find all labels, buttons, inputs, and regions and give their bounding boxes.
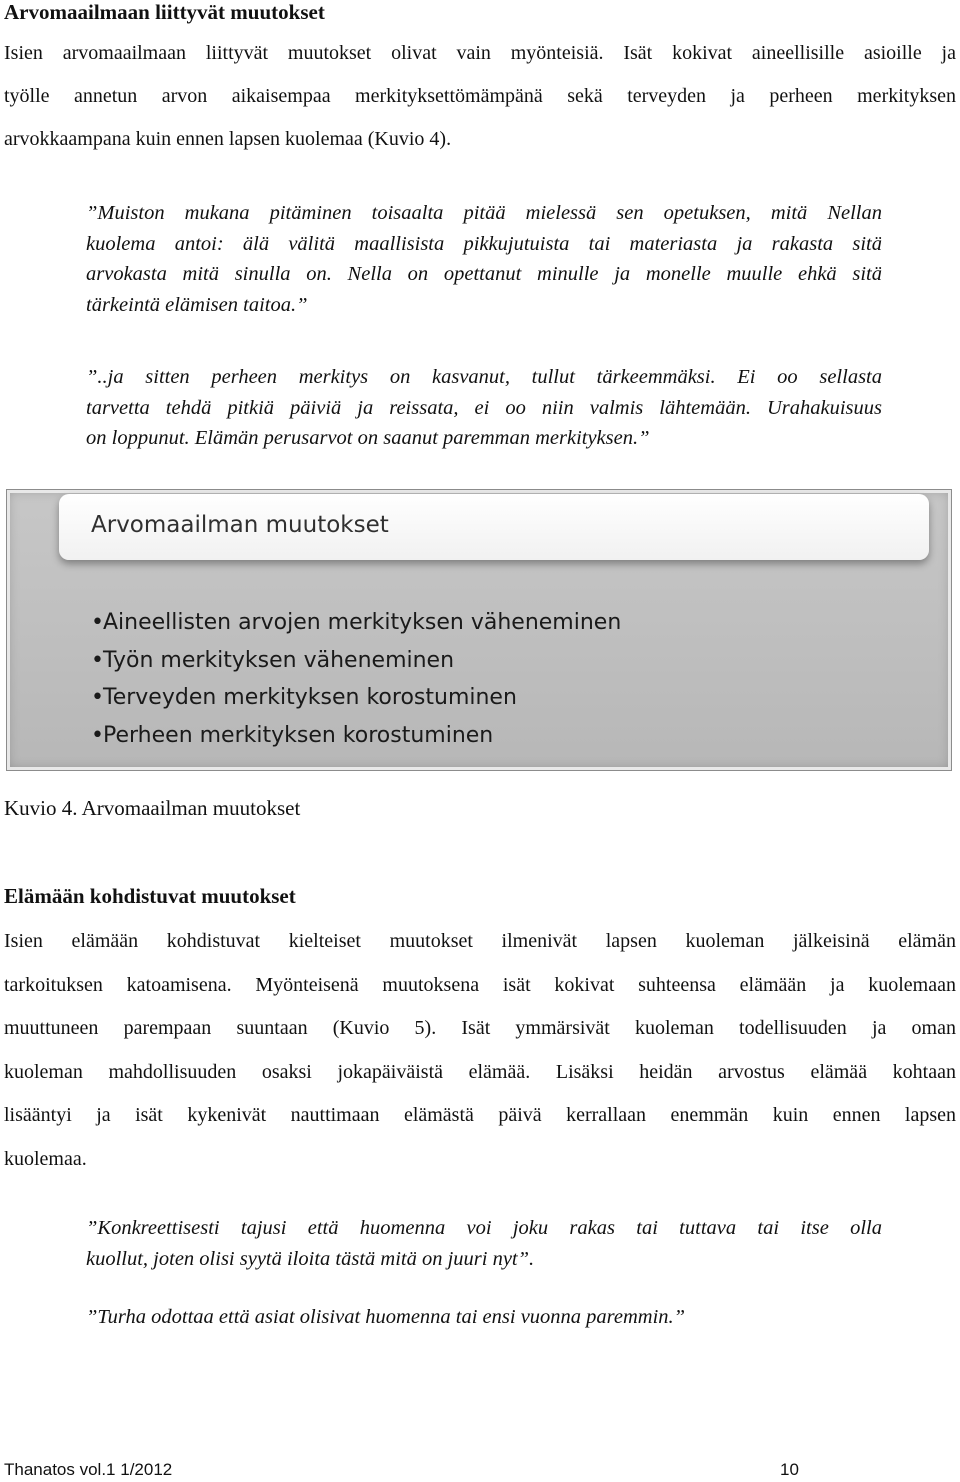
paragraph-line: Isien elämään kohdistuvat kielteiset muutokset ilmenivät lapsen kuoleman jälkeisinä elämän <box>4 930 956 952</box>
quote-line: ”Konkreettisesti tajusi että huomenna voi joku rakas tai tuttava tai itse olla <box>86 1217 882 1239</box>
quote-line: ”..ja sitten perheen merkitys on kasvanut, tullut tärkeemmäksi. Ei oo sellasta <box>86 366 882 388</box>
quote-block-4 <box>86 1302 882 1333</box>
figure-list-item-label: Terveyden merkityksen korostuminen <box>103 685 517 710</box>
quote-line: tärkeintä elämisen taitoa.” <box>86 293 308 316</box>
bullet-icon: • <box>91 722 104 748</box>
figure-header <box>59 494 929 560</box>
paragraph-line: kuolemaa. <box>4 1147 87 1170</box>
paragraph-line: Isien arvomaailmaan liittyvät muutokset olivat vain myönteisiä. Isät kokivat aineellisille asioille ja <box>4 42 956 64</box>
quote-line: on loppunut. Elämän perusarvot on saanut paremman merkityksen.” <box>86 427 650 449</box>
bullet-icon: • <box>91 647 104 673</box>
figure-title: Arvomaailman muutokset <box>91 512 389 538</box>
bullet-icon: • <box>91 610 104 635</box>
section-heading-values: Arvomaailmaan liittyvät muutokset <box>4 0 325 24</box>
figure-list-item <box>91 604 621 642</box>
quote-line: ”Muiston mukana pitäminen toisaalta pitää mielessä sen opetuksen, mitä Nellan <box>86 202 882 224</box>
figure-list-item-label: Työn merkityksen väheneminen <box>103 647 455 673</box>
figure-list-item-label: Aineellisten arvojen merkityksen väheneminen <box>103 610 622 635</box>
quote-block-3 <box>86 1213 882 1274</box>
figure-bullet-list <box>91 604 621 754</box>
quote-line: tarvetta tehdä pitkiä päiviä ja reissata, ei oo niin valmis lähtemään. Urahakuisuus <box>86 396 882 419</box>
figure-list-item <box>91 642 621 680</box>
paragraph-values <box>4 32 956 161</box>
bullet-icon: • <box>91 685 104 710</box>
paragraph-line: kuoleman mahdollisuuden osaksi jokapäiväistä elämää. Lisäksi heidän arvostus elämää kohtaan <box>4 1060 956 1083</box>
quote-line: arvokasta mitä sinulla on. Nella on opettanut minulle ja monelle muulle ehkä sitä <box>86 263 882 285</box>
quote-block-1 <box>86 198 882 320</box>
figure-list-item <box>91 717 621 755</box>
paragraph-line: muuttuneen parempaan suuntaan (Kuvio 5). Isät ymmärsivät kuoleman todellisuuden ja oman <box>4 1017 956 1040</box>
quote-line: ”Turha odottaa että asiat olisivat huomenna tai ensi vuonna paremmin.” <box>86 1306 686 1328</box>
figure-list-item-label: Perheen merkityksen korostuminen <box>103 722 494 748</box>
paragraph-line: arvokkaampana kuin ennen lapsen kuolemaa (Kuvio 4). <box>4 128 452 150</box>
quote-line: kuolema antoi: älä välitä maallisista pikkujutuista tai materiasta ja rakasta sitä <box>86 232 882 255</box>
paragraph-line: työlle annetun arvon aikaisempaa merkityksettömämpänä sekä terveyden ja perheen merkityksen <box>4 85 956 107</box>
footer-page-number: 10 <box>780 1460 799 1479</box>
figure-list-item <box>91 679 621 717</box>
quote-line: kuollut, joten olisi syytä iloita tästä mitä on juuri nyt”. <box>86 1247 535 1270</box>
section-heading-life: Elämään kohdistuvat muutokset <box>4 884 296 908</box>
footer-journal: Thanatos vol.1 1/2012 <box>4 1460 173 1479</box>
paragraph-line: tarkoituksen katoamisena. Myönteisenä muutoksena isät kokivat suhteensa elämään ja kuolemaan <box>4 973 956 996</box>
quote-block-2 <box>86 362 882 454</box>
figure-values-changes <box>6 489 952 771</box>
paragraph-line: lisääntyi ja isät kykenivät nauttimaan elämästä päivä kerrallaan enemmän kuin ennen lapsen <box>4 1104 956 1127</box>
figure-caption: Kuvio 4. Arvomaailman muutokset <box>4 796 301 820</box>
paragraph-life <box>4 920 956 1182</box>
